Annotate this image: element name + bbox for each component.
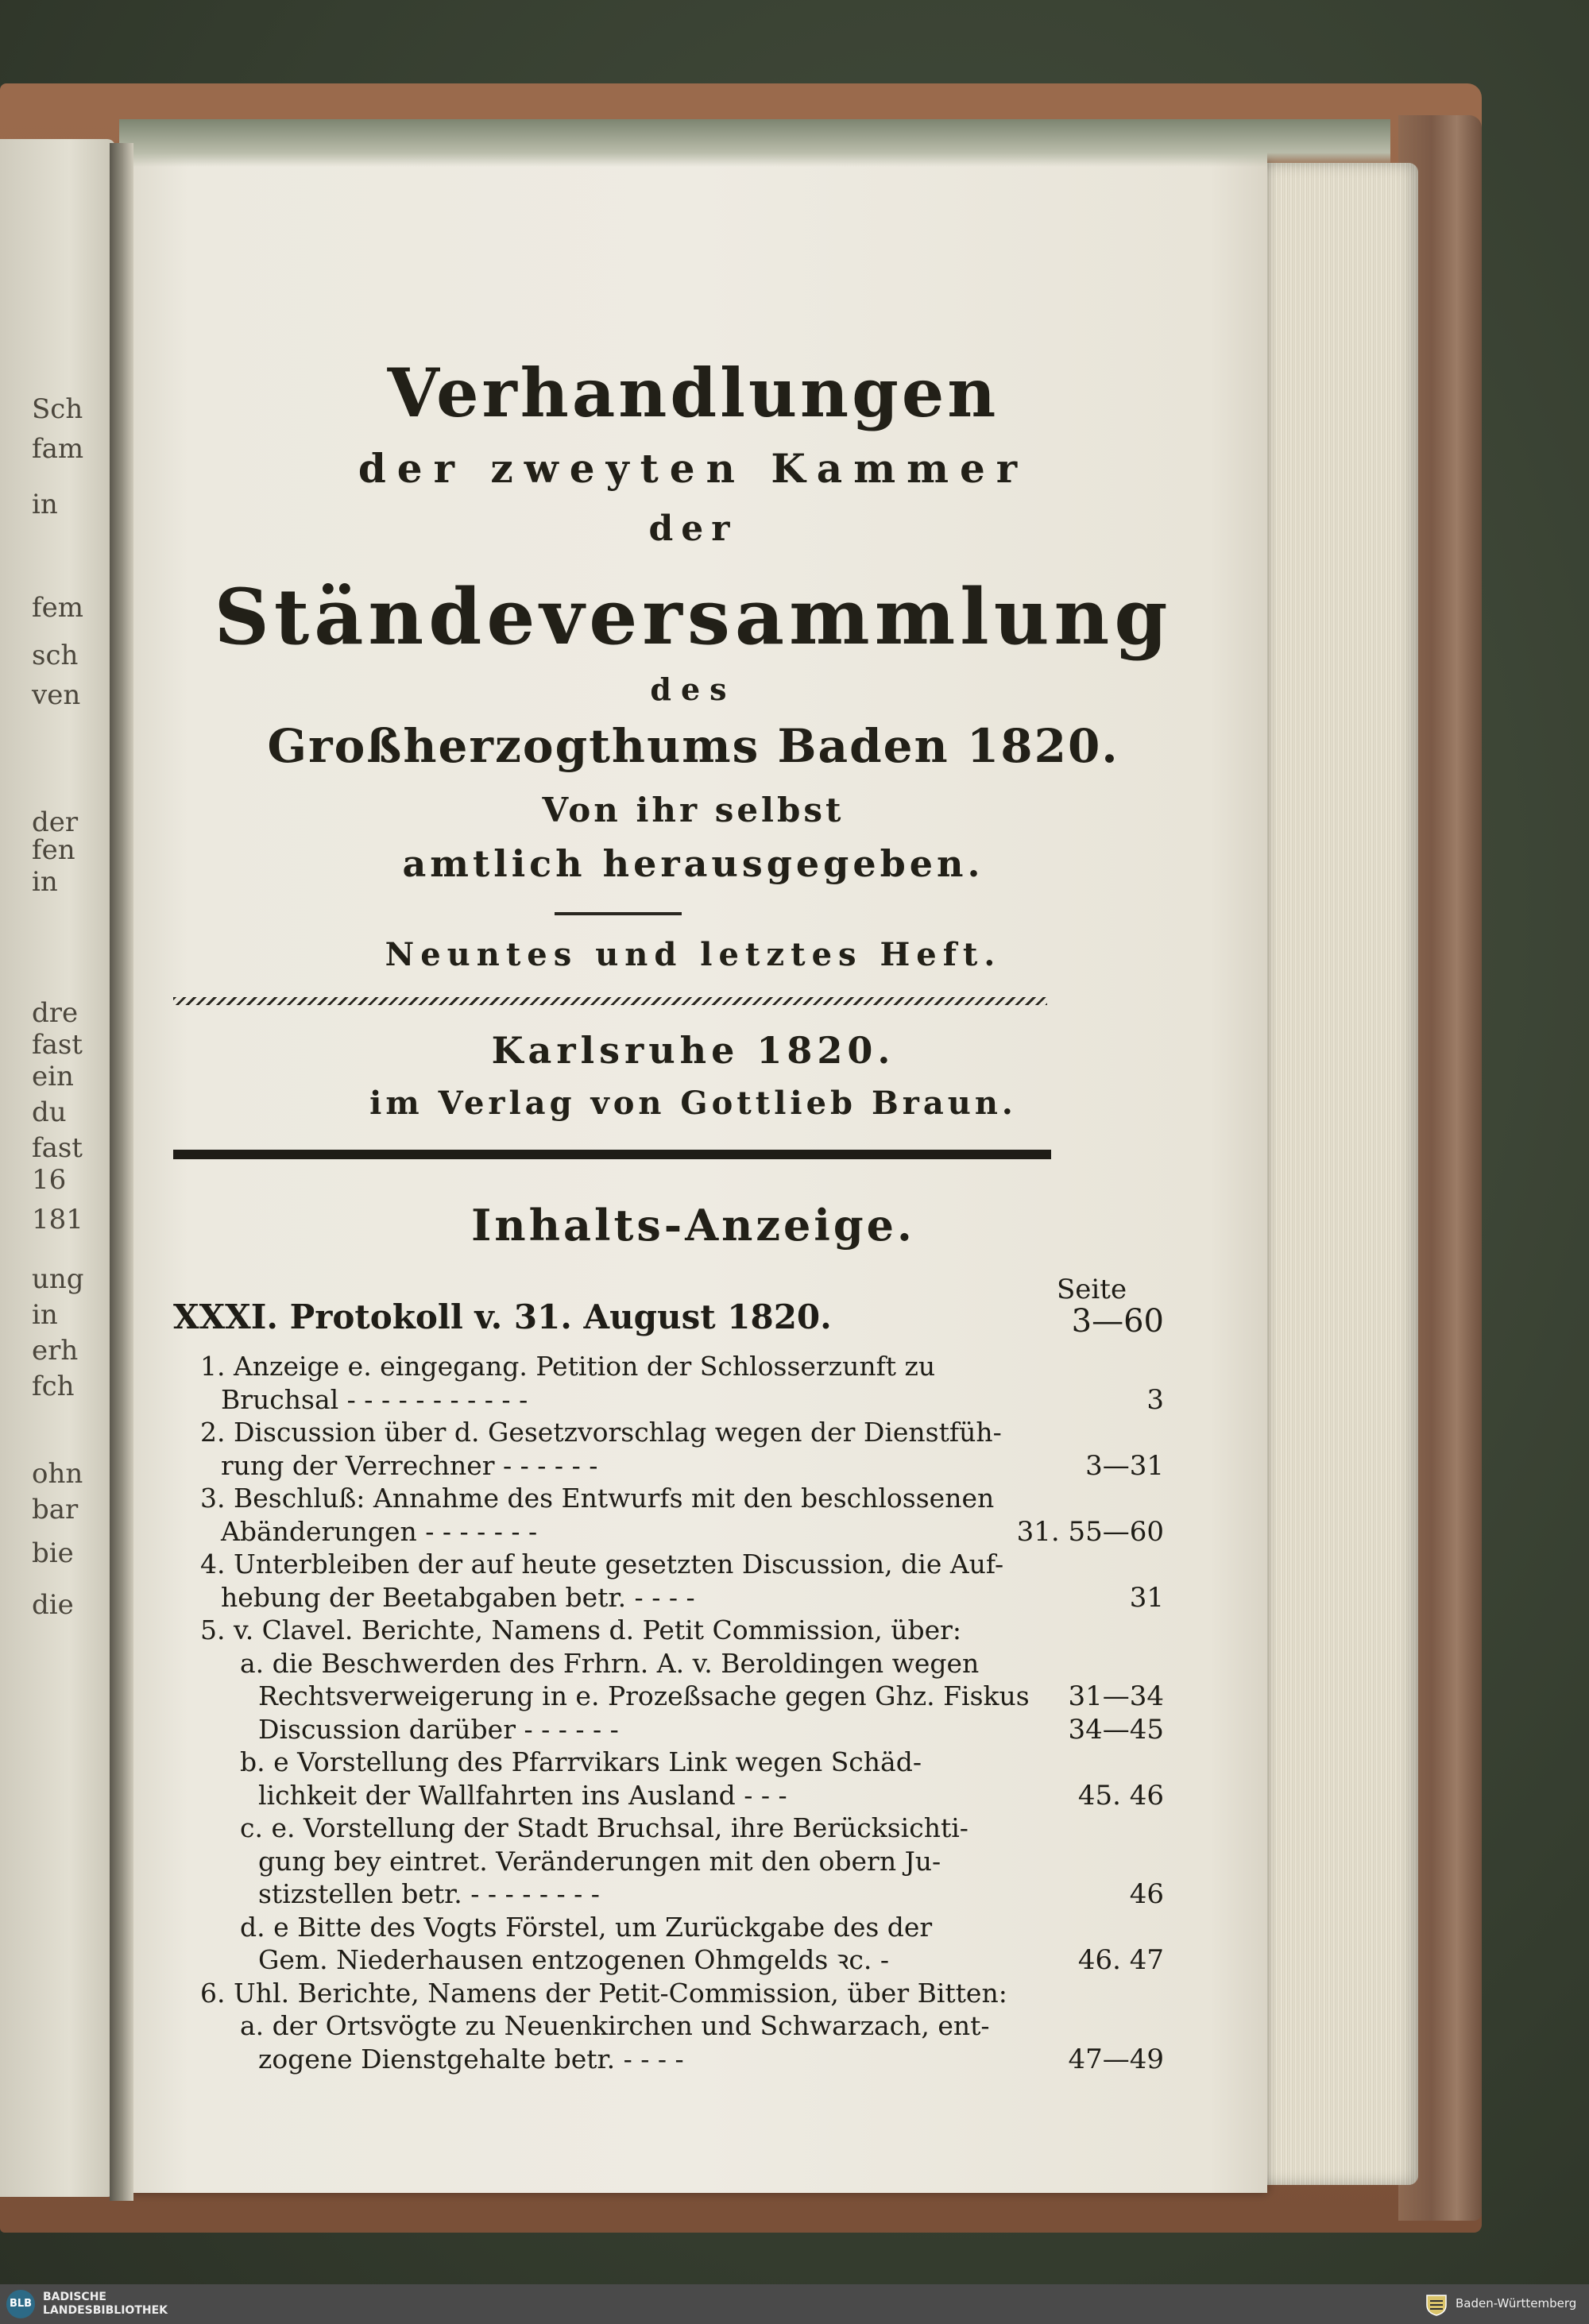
place-line: Karlsruhe 1820. bbox=[491, 1029, 895, 1072]
toc-row: 5. v. Clavel. Berichte, Namens d. Petit Commission, über: bbox=[200, 1614, 962, 1645]
toc-row: d. e Bitte des Vogts Förstel, um Zurückgabe des der bbox=[240, 1911, 933, 1943]
toc-row: c. e. Vorstellung der Stadt Bruchsal, ihre Berücksichti- bbox=[240, 1812, 968, 1843]
left-page-fragment: in bbox=[32, 866, 58, 898]
toc-row-pages: 45. 46 bbox=[1077, 1779, 1164, 1812]
toc-row: 3. Beschluß: Annahme des Entwurfs mit den beschlossenen bbox=[200, 1483, 995, 1514]
left-page-fragment: 181 bbox=[32, 1204, 83, 1235]
toc-row: 4. Unterbleiben der auf heute gesetzten Discussion, die Auf- bbox=[200, 1549, 1004, 1580]
title-line-3: der bbox=[648, 508, 738, 549]
toc-row-pages: 3—31 bbox=[1085, 1449, 1164, 1482]
state-crest-icon bbox=[1424, 2292, 1449, 2316]
heft-line: Neuntes und letztes Heft. bbox=[385, 936, 1002, 973]
toc-row: a. der Ortsvögte zu Neuenkirchen und Schwarzach, ent- bbox=[240, 2010, 990, 2041]
left-page-fragment: sch bbox=[32, 640, 79, 671]
title-line-7: Von ihr selbst bbox=[542, 791, 845, 829]
toc-row: Discussion darüber - - - - - - bbox=[258, 1713, 619, 1745]
left-page-fragment: der bbox=[32, 806, 79, 838]
title-line-1: Verhandlungen bbox=[387, 354, 999, 432]
toc-row: lichkeit der Wallfahrten ins Ausland - - - bbox=[258, 1779, 787, 1811]
title-line-6: Großherzogthums Baden 1820. bbox=[267, 719, 1119, 773]
table-of-contents bbox=[119, 0, 1267, 2075]
toc-row: b. e Vorstellung des Pfarrvikars Link wegen Schäd- bbox=[240, 1746, 922, 1777]
left-page-fragment: ven bbox=[32, 679, 81, 711]
toc-row: gung bey eintret. Veränderungen mit den obern Ju- bbox=[258, 1845, 941, 1877]
toc-main-entry-pages: 3—60 bbox=[1071, 1303, 1164, 1340]
left-page-fragment: ein bbox=[32, 1061, 74, 1092]
left-page-fragment: ohn bbox=[32, 1458, 83, 1490]
left-page-fragment: erh bbox=[32, 1335, 79, 1367]
left-page-fragment: fast bbox=[32, 1132, 83, 1164]
toc-row: 6. Uhl. Berichte, Namens der Petit-Commission, über Bitten: bbox=[200, 1977, 1007, 2009]
toc-row-pages: 31—34 bbox=[1068, 1680, 1164, 1712]
left-page-fragment: bar bbox=[32, 1494, 79, 1525]
left-page-fragment: in bbox=[32, 489, 58, 520]
library-name: BADISCHE LANDESBIBLIOTHEK bbox=[43, 2291, 168, 2317]
toc-row-pages: 46 bbox=[1129, 1878, 1164, 1910]
left-page-fragment: fast bbox=[32, 1029, 83, 1061]
toc-row: Bruchsal - - - - - - - - - - - bbox=[221, 1383, 528, 1415]
toc-row-pages: 34—45 bbox=[1068, 1713, 1164, 1746]
page-edges bbox=[1259, 163, 1418, 2185]
left-page-fragment: Sch bbox=[32, 393, 83, 425]
left-page-fragment: fch bbox=[32, 1371, 75, 1402]
left-page-fragment: die bbox=[32, 1589, 74, 1621]
toc-row: hebung der Beetabgaben betr. - - - - bbox=[221, 1581, 695, 1613]
left-page-fragment: fam bbox=[32, 433, 84, 465]
toc-row: Gem. Niederhausen entzogenen Ohmgelds ꝛc. - bbox=[258, 1944, 890, 1975]
left-page-fragment: bie bbox=[32, 1537, 74, 1569]
left-page-fragment: dre bbox=[32, 997, 79, 1029]
toc-row: stizstellen betr. - - - - - - - - bbox=[258, 1878, 600, 1909]
title-line-2: der zweyten Kammer bbox=[358, 445, 1029, 492]
toc-row: Abänderungen - - - - - - - bbox=[221, 1515, 538, 1547]
state-name: Baden-Württemberg bbox=[1456, 2296, 1577, 2310]
footer-bar bbox=[0, 2284, 1589, 2324]
left-page-fragment: fem bbox=[32, 592, 83, 624]
toc-row: 1. Anzeige e. eingegang. Petition der Schlosserzunft zu bbox=[200, 1351, 936, 1382]
title-line-8: amtlich herausgegeben. bbox=[402, 842, 984, 885]
left-page-fragment: du bbox=[32, 1096, 67, 1128]
blb-logo-icon: BLB bbox=[6, 2290, 35, 2318]
toc-row-pages: 31. 55—60 bbox=[1016, 1515, 1164, 1548]
toc-row-pages: 47—49 bbox=[1068, 2043, 1164, 2075]
toc-row-pages: 31 bbox=[1129, 1581, 1164, 1614]
publisher-line: im Verlag von Gottlieb Braun. bbox=[369, 1085, 1017, 1122]
left-page-fragment: ung bbox=[32, 1263, 84, 1295]
toc-row-pages: 3 bbox=[1146, 1383, 1164, 1416]
left-page-fragment: fen bbox=[32, 834, 75, 866]
title-line-5: des bbox=[650, 671, 737, 707]
toc-heading: Inhalts-Anzeige. bbox=[471, 1200, 915, 1251]
toc-row-pages: 46. 47 bbox=[1077, 1944, 1164, 1976]
toc-main-entry: XXXI. Protokoll v. 31. August 1820. bbox=[173, 1297, 832, 1336]
toc-row: rung der Verrechner - - - - - - bbox=[221, 1449, 598, 1481]
page-column-label: Seite bbox=[1057, 1274, 1127, 1305]
title-line-4: Ständeversammlung bbox=[214, 572, 1173, 662]
toc-row: a. die Beschwerden des Frhrn. A. v. Beroldingen wegen bbox=[240, 1647, 980, 1679]
left-page-fragment: in bbox=[32, 1299, 58, 1331]
toc-row: Rechtsverweigerung in e. Prozeßsache gegen Ghz. Fiskus bbox=[258, 1680, 1030, 1711]
toc-row: zogene Dienstgehalte betr. - - - - bbox=[258, 2043, 684, 2075]
toc-row: 2. Discussion über d. Gesetzvorschlag wegen der Dienstfüh- bbox=[200, 1417, 1002, 1448]
left-page-fragment: 16 bbox=[32, 1164, 67, 1196]
